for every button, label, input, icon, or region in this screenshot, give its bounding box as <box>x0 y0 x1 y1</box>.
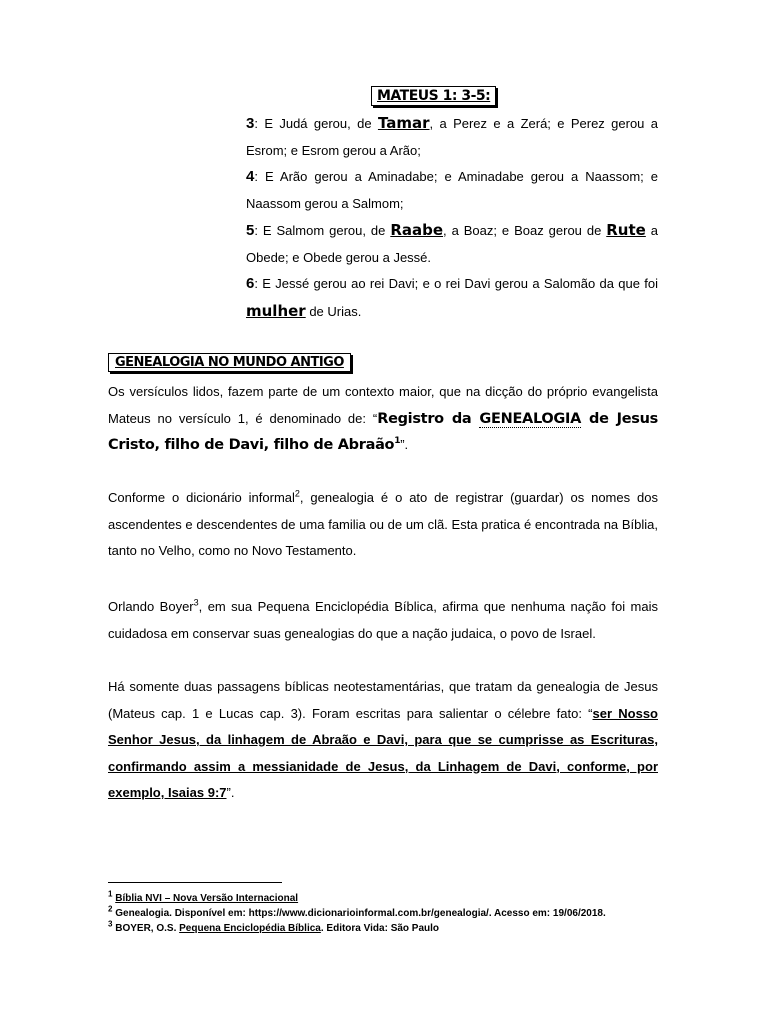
paragraph-passagens <box>108 674 658 807</box>
verse-text: : E Salmom gerou, de <box>254 223 391 238</box>
passagens-quote: ser Nosso Senhor Jesus, da linhagem de Abraão e Davi, para que se cumprisse as Escrituras, confirmando assim a messianidade de Jesus, da Linhagem de Davi, conforme, por exemplo, Isaias 9:7 <box>108 705 658 800</box>
footnote-1 <box>108 889 299 905</box>
footnote-source: Genealogia. Disponível em: https://www.dicionarioinformal.com.br/genealogia/. Acesso em: 19/06/2018. <box>115 908 606 919</box>
verse-5 <box>246 217 658 271</box>
verse-3 <box>246 110 658 164</box>
footnote-number: 1 <box>108 889 113 899</box>
boyer-text: , em sua Pequena Enciclopédia Bíblica, afirma que nenhuma nação foi mais cuidadosa em conservar suas genealogias do que a nação judaica, o povo de Israel. <box>108 599 658 641</box>
paragraph-boyer <box>108 594 658 647</box>
footnote-ref-1[interactable]: 1 <box>394 436 401 447</box>
verse-name-mulher: mulher <box>246 301 306 320</box>
verse-text: : E Jessé gerou ao rei Davi; e o rei Davi gerou a Salomão da que foi <box>254 276 658 291</box>
intro-title-part: Registro da <box>377 410 480 427</box>
verse-text: a Obede; e Obede gerou a Jessé. <box>246 223 658 265</box>
verse-6 <box>246 271 658 325</box>
paragraph-intro <box>108 379 658 459</box>
verse-4 <box>246 164 658 217</box>
paragraph-dicionario <box>108 485 658 565</box>
dicionario-text: Conforme o dicionário informal <box>108 490 295 505</box>
heading-mateus: MATEUS 1: 3-5: <box>371 86 496 106</box>
footnote-ref-3[interactable]: 3 <box>193 597 199 608</box>
footnote-author: BOYER, O.S. <box>115 923 180 934</box>
verse-text: : E Judá gerou, de <box>254 116 378 131</box>
footnote-publisher: . Editora Vida: São Paulo <box>320 923 440 934</box>
footnote-source: Bíblia NVI – Nova Versão Internacional <box>115 893 299 904</box>
footnote-separator <box>108 882 282 883</box>
intro-title-part: de Jesus Cristo, filho de Davi, filho de Abraão <box>108 410 658 453</box>
verse-number: 6 <box>246 275 255 292</box>
verse-name-rute: Rute <box>606 221 646 239</box>
verse-name-tamar: Tamar <box>377 114 430 132</box>
intro-tail: ”. <box>400 437 409 452</box>
verse-name-raabe: Raabe <box>390 221 444 239</box>
verse-number: 4 <box>246 168 255 185</box>
dicionario-text: , genealogia é o ato de registrar (guardar) os nomes dos ascendentes e descendentes de uma familia ou de um clã. Esta pratica é encontrada na Bíblia, tanto no Velho, como no Novo Testamento. <box>108 490 658 558</box>
intro-text: Os versículos lidos, fazem parte de um contexto maior, que na dicção do próprio evangelista Mateus no versículo 1, é denominado de: “ <box>108 384 658 426</box>
verse-text: de Urias. <box>305 303 362 319</box>
footnote-ref-2[interactable]: 2 <box>294 488 300 499</box>
verse-text: , a Boaz; e Boaz gerou de <box>443 223 607 238</box>
footnote-number: 3 <box>108 919 113 929</box>
footnote-number: 2 <box>108 904 113 914</box>
verse-text: : E Arão gerou a Aminadabe; e Aminadabe gerou a Naassom; e Naassom gerou a Salmom; <box>246 169 658 211</box>
boyer-text: Orlando Boyer <box>108 599 194 614</box>
footnote-2 <box>108 904 606 920</box>
intro-title-genealogia: GENEALOGIA <box>479 410 582 427</box>
footnote-3 <box>108 919 440 935</box>
verses-block <box>246 110 658 325</box>
verse-text: , a Perez e a Zerá; e Perez gerou a Esrom; e Esrom gerou a Arão; <box>246 116 659 158</box>
passagens-text: Há somente duas passagens bíblicas neotestamentárias, que tratam da genealogia de Jesus (Mateus cap. 1 e Lucas cap. 3). Foram escritas para salientar o célebre fato: “ <box>108 679 658 721</box>
heading-genealogia: GENEALOGIA NO MUNDO ANTIGO <box>108 353 351 372</box>
passagens-tail: ”. <box>226 785 235 800</box>
verse-number: 5 <box>246 222 255 239</box>
verse-number: 3 <box>246 115 255 132</box>
footnote-book-title: Pequena Enciclopédia Bíblica <box>179 923 321 934</box>
